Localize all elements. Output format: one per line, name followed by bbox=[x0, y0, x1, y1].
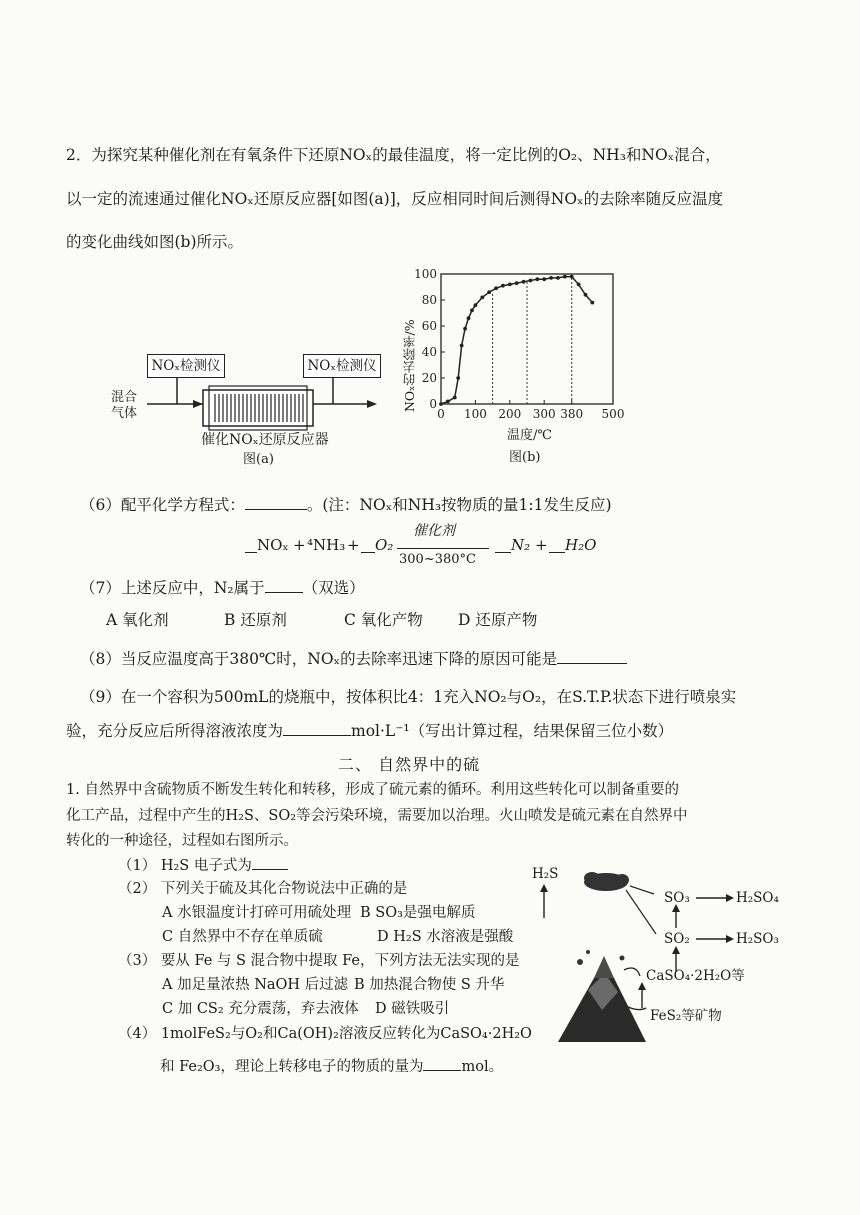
q8-prefix: （8）当反应温度高于380℃时，NOₓ的去除率迅速下降的原因可能是 bbox=[80, 650, 558, 668]
x-tick-label: 500 bbox=[601, 407, 625, 421]
data-point bbox=[590, 301, 594, 305]
y-tick-label: 0 bbox=[429, 397, 437, 411]
removal-rate-line bbox=[441, 277, 592, 404]
inlet-label-2: 气体 bbox=[111, 406, 138, 421]
data-point bbox=[474, 303, 478, 307]
s1-q1-blank[interactable] bbox=[252, 855, 288, 870]
data-point bbox=[467, 316, 471, 320]
x-tick-label: 0 bbox=[437, 407, 445, 421]
eq-catalyst: 催化剂 bbox=[413, 523, 455, 539]
q7-option-c[interactable]: C 氧化产物 bbox=[344, 611, 423, 629]
data-point bbox=[456, 376, 460, 380]
s1-q3-option-b[interactable]: B 加热混合物使 S 升华 bbox=[354, 977, 505, 993]
y-tick-label: 40 bbox=[421, 345, 437, 359]
inlet-label-1: 混合 bbox=[111, 390, 138, 405]
detector-right: NOₓ检测仪 bbox=[303, 354, 381, 378]
s1-q1 bbox=[118, 855, 288, 876]
q7-answer-blank[interactable] bbox=[265, 578, 303, 593]
q8-answer-blank[interactable] bbox=[557, 649, 627, 664]
q2-line1: 2．为探究某种催化剂在有氧条件下还原NOₓ的最佳温度，将一定比例的O₂、NH₃和NOₓ混合， bbox=[66, 146, 721, 164]
smoke-cloud-icon bbox=[584, 872, 629, 891]
figure-a bbox=[105, 340, 395, 475]
equation bbox=[245, 523, 605, 576]
q7-option-a[interactable]: A 氧化剂 bbox=[106, 611, 169, 629]
s1-q4-blank[interactable] bbox=[423, 1056, 461, 1071]
data-point bbox=[494, 286, 498, 290]
s1-q2-option-a[interactable]: A 水银温度计打碎可用硫处理 bbox=[162, 905, 352, 921]
eq-o2: O₂ bbox=[375, 536, 394, 554]
cycle-h2s: H₂S bbox=[532, 866, 559, 882]
q9-line1: （9）在一个容积为500mL的烧瓶中，按体积比4：1充入NO₂与O₂，在S.T.P.状态下进行喷泉实 bbox=[80, 688, 737, 706]
section-2-title: 二、 自然界中的硫 bbox=[338, 755, 481, 774]
x-tick-label: 100 bbox=[463, 407, 487, 421]
cycle-h2so3: H₂SO₃ bbox=[736, 931, 779, 947]
data-point bbox=[460, 344, 464, 348]
q7-option-d[interactable]: D 还原产物 bbox=[458, 611, 538, 629]
q8-text bbox=[80, 648, 627, 670]
eq-plus-2: + bbox=[347, 536, 360, 554]
data-point bbox=[501, 284, 505, 288]
q6-answer-blank[interactable] bbox=[245, 495, 307, 510]
data-point bbox=[584, 293, 588, 297]
cycle-so2: SO₂ bbox=[664, 931, 690, 947]
q2-line3: 的变化曲线如图(b)所示。 bbox=[66, 233, 244, 251]
s1-q2-option-d[interactable]: D H₂S 水溶液是强酸 bbox=[377, 929, 514, 945]
q6-suffix: 。(注：NOₓ和NH₃按物质的量1:1发生反应) bbox=[306, 496, 612, 514]
q6-prefix: （6）配平化学方程式： bbox=[80, 496, 245, 514]
data-point bbox=[508, 283, 512, 287]
detector-left: NOₓ检测仪 bbox=[147, 354, 225, 378]
cycle-fes2: FeS₂等矿物 bbox=[650, 1008, 722, 1024]
s1-line3: 转化的一种途径，过程如右图所示。 bbox=[66, 833, 298, 849]
data-point bbox=[487, 290, 491, 294]
s1-q2-option-b[interactable]: B SO₃是强电解质 bbox=[360, 905, 476, 921]
s1-q4-prefix: 和 Fe₂O₃，理论上转移电子的物质的量为 bbox=[160, 1059, 424, 1075]
eq-h2o: H₂O bbox=[565, 536, 597, 554]
y-tick-label: 20 bbox=[421, 371, 437, 385]
coef-blank-o2[interactable] bbox=[361, 540, 375, 553]
y-tick-label: 80 bbox=[421, 293, 437, 307]
s1-q3-option-a[interactable]: A 加足量浓热 NaOH 后过滤 bbox=[162, 977, 349, 993]
data-point bbox=[563, 275, 567, 279]
data-point bbox=[515, 281, 519, 285]
s1-q2: （2） 下列关于硫及其化合物说法中正确的是 bbox=[118, 881, 408, 897]
data-point bbox=[446, 400, 450, 404]
s1-q4-suffix: mol。 bbox=[461, 1059, 504, 1075]
s1-q3-option-c[interactable]: C 加 CS₂ 充分震荡，弃去液体 bbox=[162, 1001, 359, 1017]
s1-q1-text: （1） H₂S 电子式为 bbox=[118, 858, 252, 874]
s1-q4-line2 bbox=[160, 1056, 503, 1077]
s1-q2-option-c[interactable]: C 自然界中不存在单质硫 bbox=[162, 929, 323, 945]
q9-suffix: mol·L⁻¹（写出计算过程，结果保留三位小数） bbox=[351, 722, 674, 740]
y-tick-label: 100 bbox=[414, 267, 437, 281]
s1-q4-line1: （4） 1molFeS₂与O₂和Ca(OH)₂溶液反应转化为CaSO₄·2H₂O bbox=[118, 1026, 532, 1042]
eq-nh3: ⁴NH₃ bbox=[307, 536, 346, 554]
figure-b bbox=[395, 262, 635, 470]
eq-n2: N₂ bbox=[511, 536, 531, 554]
s1-q3: （3） 要从 Fe 与 S 混合物中提取 Fe，下列方法无法实现的是 bbox=[118, 953, 520, 969]
sulfur-cycle-diagram bbox=[528, 860, 798, 1060]
data-point bbox=[470, 309, 474, 313]
coef-blank-n2[interactable] bbox=[495, 540, 511, 553]
data-point bbox=[480, 296, 484, 300]
cycle-so3: SO₃ bbox=[664, 890, 690, 906]
eq-arrow-line bbox=[397, 548, 489, 549]
eq-nox: NOₓ bbox=[257, 536, 289, 554]
data-point bbox=[439, 402, 443, 406]
figure-b-caption: 图(b) bbox=[509, 450, 541, 465]
cycle-caso4: CaSO₄·2H₂O等 bbox=[646, 968, 745, 984]
cycle-h2so4: H₂SO₄ bbox=[736, 890, 779, 906]
data-point bbox=[453, 396, 457, 400]
eq-condition: 300~380°C bbox=[399, 552, 476, 567]
eq-plus-3: + bbox=[535, 536, 548, 554]
data-point bbox=[463, 327, 467, 331]
x-tick-label: 200 bbox=[498, 407, 522, 421]
data-point bbox=[577, 283, 581, 287]
q9-answer-blank[interactable] bbox=[283, 721, 351, 736]
coef-blank-h2o[interactable] bbox=[549, 540, 565, 553]
reactor-label: 催化NOₓ还原反应器 bbox=[201, 432, 329, 448]
data-point bbox=[570, 275, 574, 279]
q7-text bbox=[80, 577, 365, 599]
q7-prefix: （7）上述反应中，N₂属于 bbox=[80, 579, 265, 597]
q2-line2: 以一定的流速通过催化NOₓ还原反应器[如图(a)]，反应相同时间后测得NOₓ的去除率随反应温度 bbox=[66, 190, 724, 208]
y-tick-label: 60 bbox=[421, 319, 437, 333]
s1-line1: 1. 自然界中含硫物质不断发生转化和转移，形成了硫元素的循环。利用这些转化可以制备重要的 bbox=[66, 782, 679, 798]
data-point bbox=[529, 279, 533, 283]
q7-option-b[interactable]: B 还原剂 bbox=[224, 611, 287, 629]
s1-line2: 化工产品，过程中产生的H₂S、SO₂等会污染环境，需要加以治理。火山喷发是硫元素在自然界中 bbox=[66, 808, 688, 824]
volcano-icon bbox=[558, 950, 646, 1042]
data-point bbox=[522, 280, 526, 284]
data-point bbox=[542, 277, 546, 281]
q9-prefix: 验，充分反应后所得溶液浓度为 bbox=[66, 722, 284, 740]
data-point bbox=[556, 276, 560, 280]
q9-line2 bbox=[66, 720, 673, 742]
chart-xlabel: 温度/℃ bbox=[507, 428, 552, 443]
figure-a-caption: 图(a) bbox=[243, 452, 274, 467]
data-point bbox=[549, 276, 553, 280]
s1-q3-option-d[interactable]: D 磁铁吸引 bbox=[375, 1001, 450, 1017]
x-tick-label: 300 bbox=[532, 407, 556, 421]
x-tick-label: 380 bbox=[560, 407, 584, 421]
eq-plus-1: + bbox=[293, 536, 306, 554]
coef-blank-nox[interactable] bbox=[245, 540, 257, 553]
q7-note: （双选） bbox=[302, 579, 365, 597]
data-point bbox=[535, 277, 539, 281]
chart-ylabel: NOₓ的去除率/% bbox=[402, 319, 417, 412]
q6-text bbox=[80, 494, 612, 516]
